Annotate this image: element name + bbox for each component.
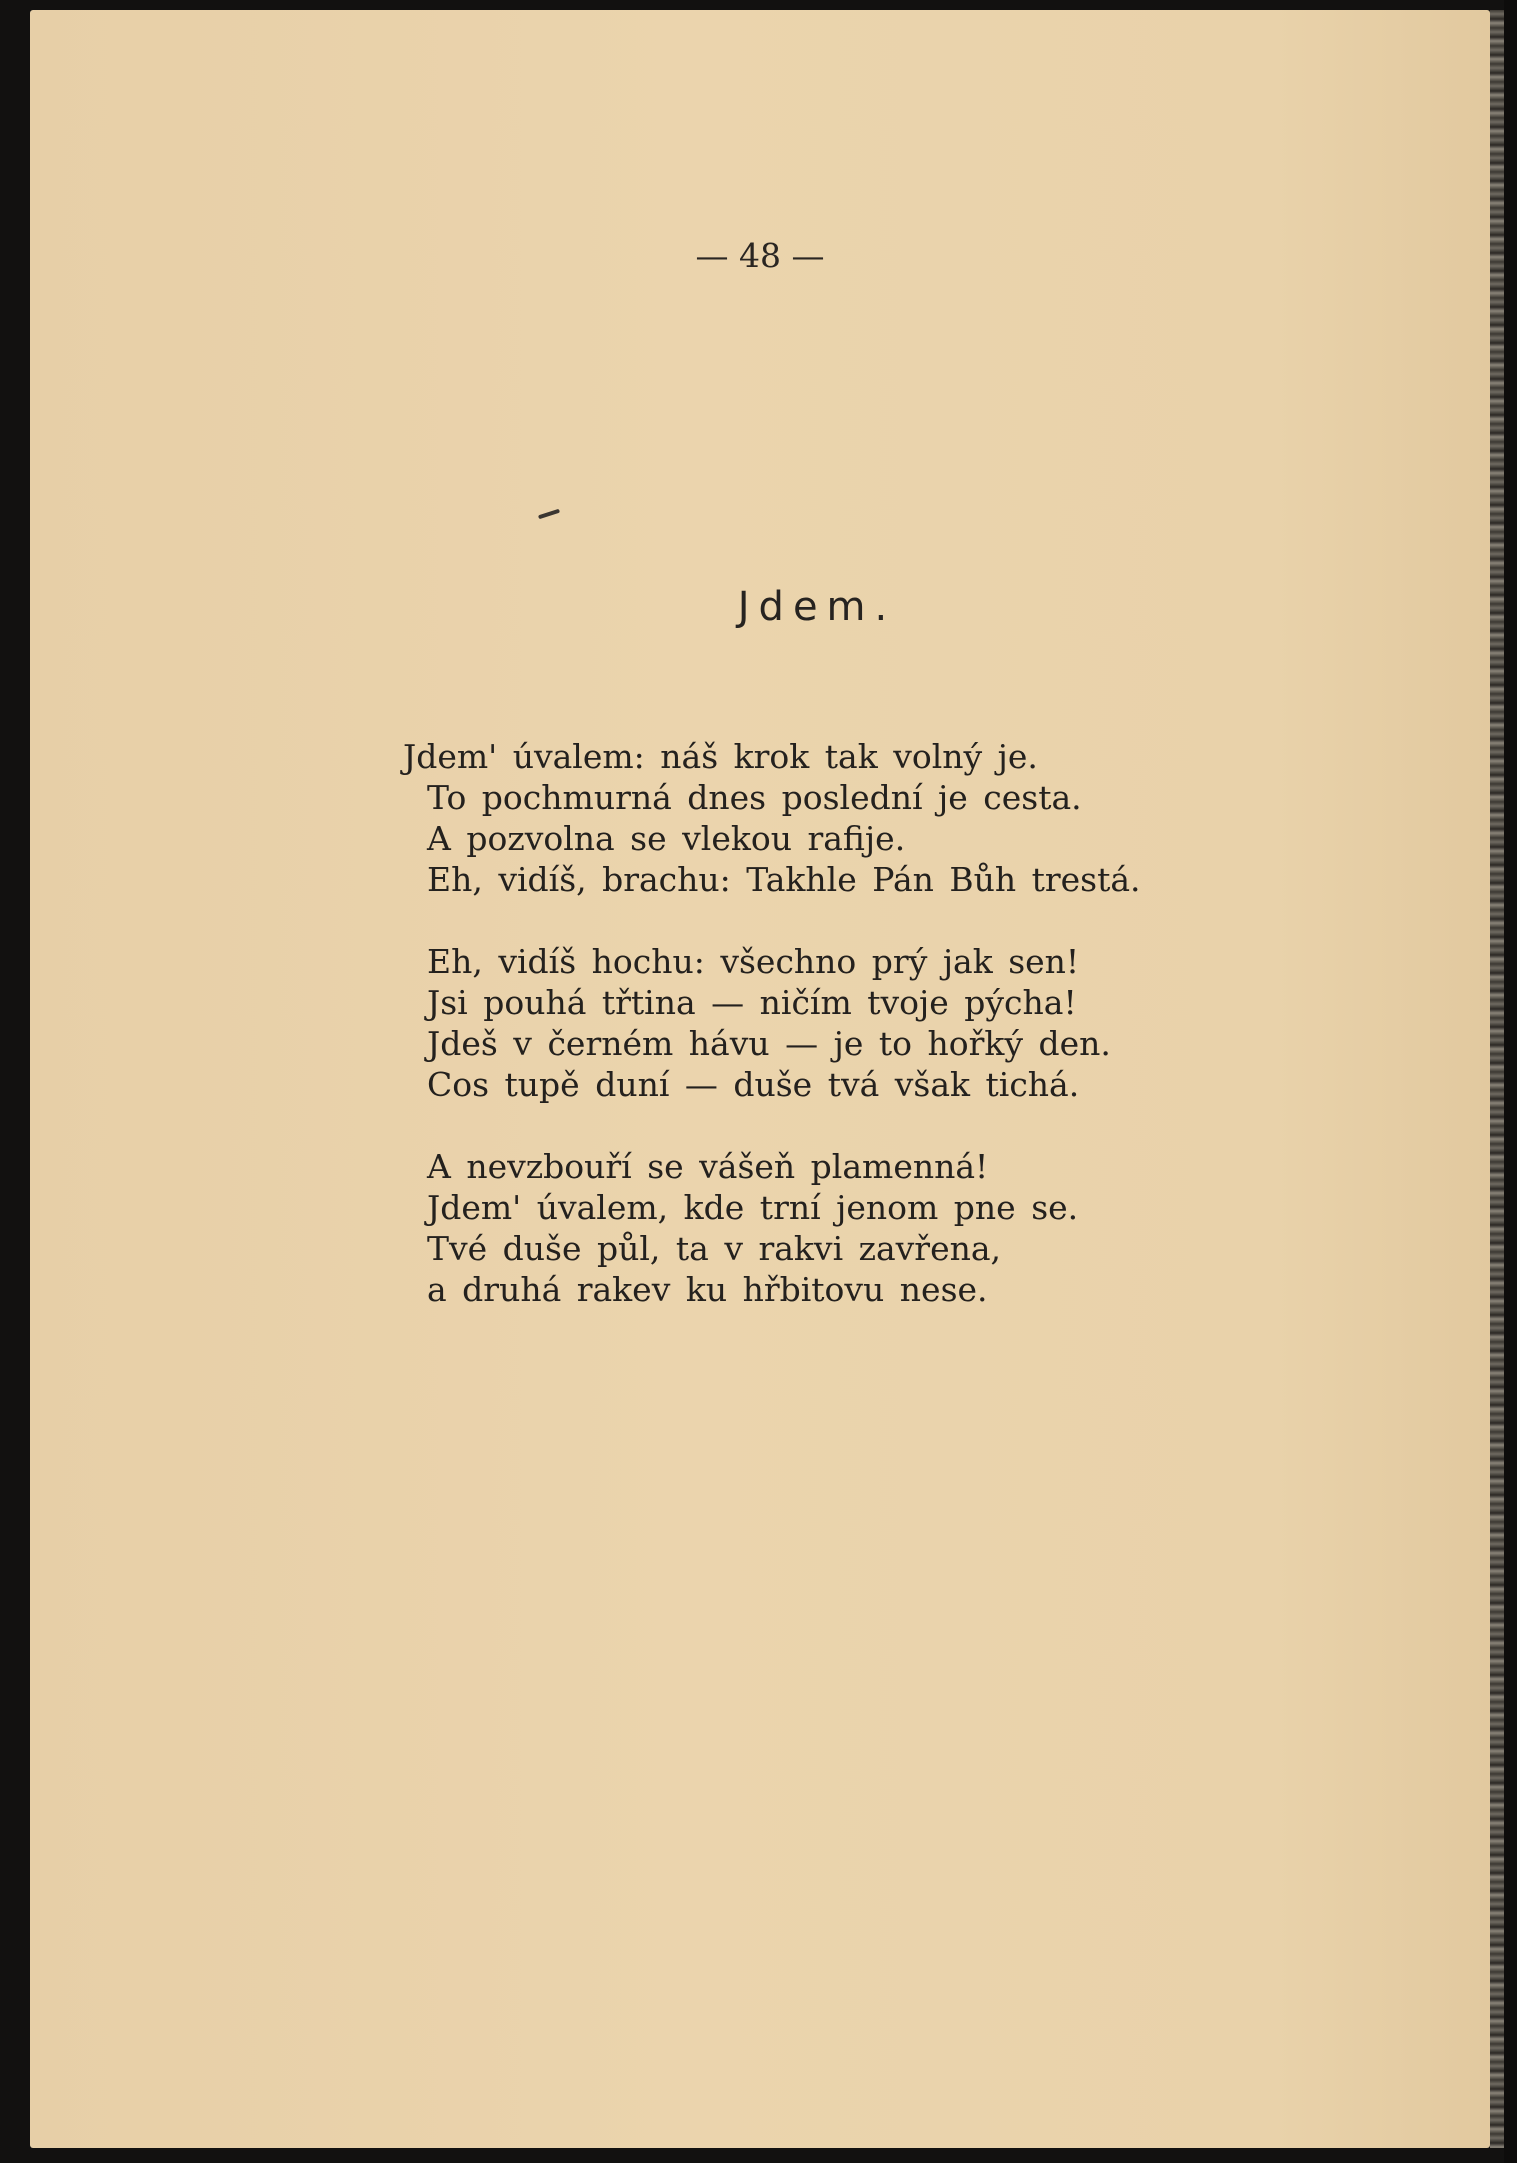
paper-sheet	[30, 10, 1490, 2148]
ink-speck	[538, 509, 560, 520]
poem-line: a druhá rakev ku hřbitovu nese.	[427, 1270, 988, 1309]
stanza-3	[427, 1146, 1141, 1310]
poem-line: Jdem' úvalem: náš krok tak volný je.	[403, 737, 1038, 776]
page-number: — 48 —	[695, 236, 825, 275]
poem-body	[403, 736, 1141, 1351]
stanza-1	[403, 736, 1141, 900]
poem-line: A nevzbouří se vášeň plamenná!	[427, 1147, 989, 1186]
poem-line: Eh, vidíš hochu: všechno prý jak sen!	[427, 942, 1080, 981]
binding-edge	[1490, 10, 1504, 2148]
stanza-2	[427, 941, 1141, 1105]
poem-line: Cos tupě duní — duše tvá však tichá.	[427, 1065, 1080, 1104]
poem-line: Jsi pouhá třtina — ničím tvoje pýcha!	[427, 983, 1077, 1022]
poem-line: A pozvolna se vlekou rafije.	[427, 819, 906, 858]
poem-line: To pochmurná dnes poslední je cesta.	[427, 778, 1082, 817]
poem-line: Jdeš v černém hávu — je to hořký den.	[427, 1024, 1111, 1063]
poem-line: Jdem' úvalem, kde trní jenom pne se.	[427, 1188, 1079, 1227]
poem-line: Tvé duše půl, ta v rakvi zavřena,	[427, 1229, 1002, 1268]
poem-title: Jdem.	[737, 584, 897, 630]
poem-line: Eh, vidíš, brachu: Takhle Pán Bůh trestá.	[427, 860, 1141, 899]
scan-border	[1504, 0, 1517, 2163]
